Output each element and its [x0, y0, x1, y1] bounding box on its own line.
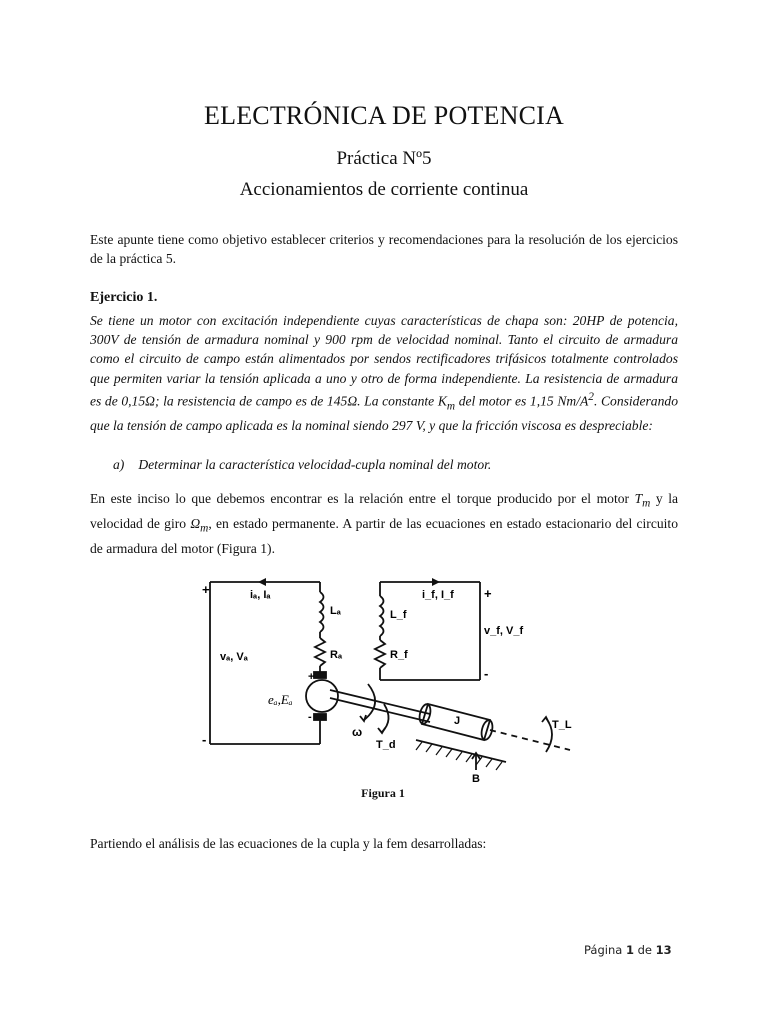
- label-omega: ω: [352, 725, 363, 739]
- statement-part-3: . Considerando que la tensión de campo aplicada es la nominal siendo 297 V, y que la fricción viscosa es despreciable:: [90, 393, 678, 434]
- footer-prefix: Página: [584, 943, 626, 957]
- paragraph-2-part-b: y la velocidad de giro: [90, 491, 678, 531]
- if-arrow: [432, 578, 440, 586]
- label-b: B: [472, 773, 480, 782]
- paragraph-3: Partiendo el análisis de las ecuaciones de la cupla y la fem desarrolladas:: [90, 836, 487, 851]
- label-ra: Rₐ: [330, 649, 343, 661]
- label-minus-left: -: [202, 732, 207, 747]
- label-td: T_d: [376, 739, 396, 751]
- statement-part-2: del motor es 1,15 Nm/A: [455, 393, 589, 409]
- la-coil: [320, 592, 324, 632]
- km-subscript: m: [446, 400, 456, 413]
- item-a-label: a): [113, 457, 125, 472]
- motor-circuit-diagram: [190, 572, 590, 782]
- footer-middle: de: [633, 943, 656, 957]
- item-a: [113, 457, 491, 473]
- document-title: ELECTRÓNICA DE POTENCIA: [204, 101, 564, 130]
- label-ia: iₐ, Iₐ: [250, 589, 271, 601]
- omega-arrow: [364, 684, 375, 720]
- intro-paragraph: Este apunte tiene como objetivo establecer criterios y recomendaciones para la resolución de los ejercicios de la práctica 5.: [90, 232, 678, 267]
- label-lf: L_f: [390, 609, 407, 621]
- label-plus-right: +: [484, 586, 492, 601]
- label-plus-left: +: [202, 582, 210, 597]
- label-minus-motor: -: [308, 711, 312, 723]
- lf-coil: [380, 596, 384, 636]
- label-rf: R_f: [390, 649, 408, 661]
- label-minus-right: -: [484, 666, 489, 681]
- exercise-heading: Ejercicio 1.: [90, 290, 158, 305]
- label-ea: eₐ,Eₐ: [268, 692, 293, 707]
- footer-page-number: 1: [625, 943, 634, 957]
- item-a-text: Determinar la característica velocidad-cupla nominal del motor.: [138, 457, 492, 472]
- statement-part-1: Se tiene un motor con excitación independiente cuyas características de chapa son: 20HP de potencia, 300V de tensión de armadura nominal y 900 rpm de velocidad nominal. Tanto el circuito de armadura como el circuito de campo están alimentados por sendos rectificadores trifásicos totalmente controlados que permiten variar la tensión aplicada a uno y otro de forma independiente. La resistencia de armadura es de 0,15Ω; la resistencia de campo es de 145Ω. La constante K: [90, 313, 678, 409]
- paragraph-2-part-c: , en estado permanente. A partir de las ecuaciones en estado estacionario del circuito de armadura del motor (Figura 1).: [90, 515, 679, 556]
- figure-caption: [0, 786, 768, 801]
- unit-superscript: 2: [588, 390, 594, 403]
- omega-symbol: Ω: [190, 515, 201, 531]
- practice-number: Práctica Nº5: [336, 148, 432, 169]
- figure-caption-text: Figura 1: [361, 786, 405, 800]
- page-footer: [584, 943, 672, 957]
- ia-arrow: [258, 578, 266, 586]
- tm-subscript: m: [642, 497, 651, 510]
- motor-circle: [306, 680, 338, 712]
- label-va: vₐ, Vₐ: [220, 651, 248, 663]
- axis-dashed-line: [490, 730, 570, 750]
- exercise-statement: [90, 311, 678, 435]
- tm-symbol: T: [634, 491, 643, 506]
- label-la: Lₐ: [330, 605, 341, 617]
- label-tl: T_L: [552, 719, 572, 731]
- practice-topic: Accionamientos de corriente continua: [239, 179, 529, 200]
- ra-resistor: [315, 638, 325, 666]
- paragraph-2: [90, 489, 678, 558]
- label-vf: v_f, V_f: [484, 625, 524, 637]
- omega-subscript: m: [200, 522, 209, 535]
- footer-total-pages: 13: [655, 943, 672, 957]
- rf-resistor: [375, 640, 385, 668]
- label-plus-motor: +: [308, 671, 315, 683]
- paragraph-2-part-a: En este inciso lo que debemos encontrar es la relación entre el torque producido por el motor: [90, 491, 635, 506]
- label-if: i_f, I_f: [422, 589, 454, 601]
- label-j: J: [454, 715, 461, 727]
